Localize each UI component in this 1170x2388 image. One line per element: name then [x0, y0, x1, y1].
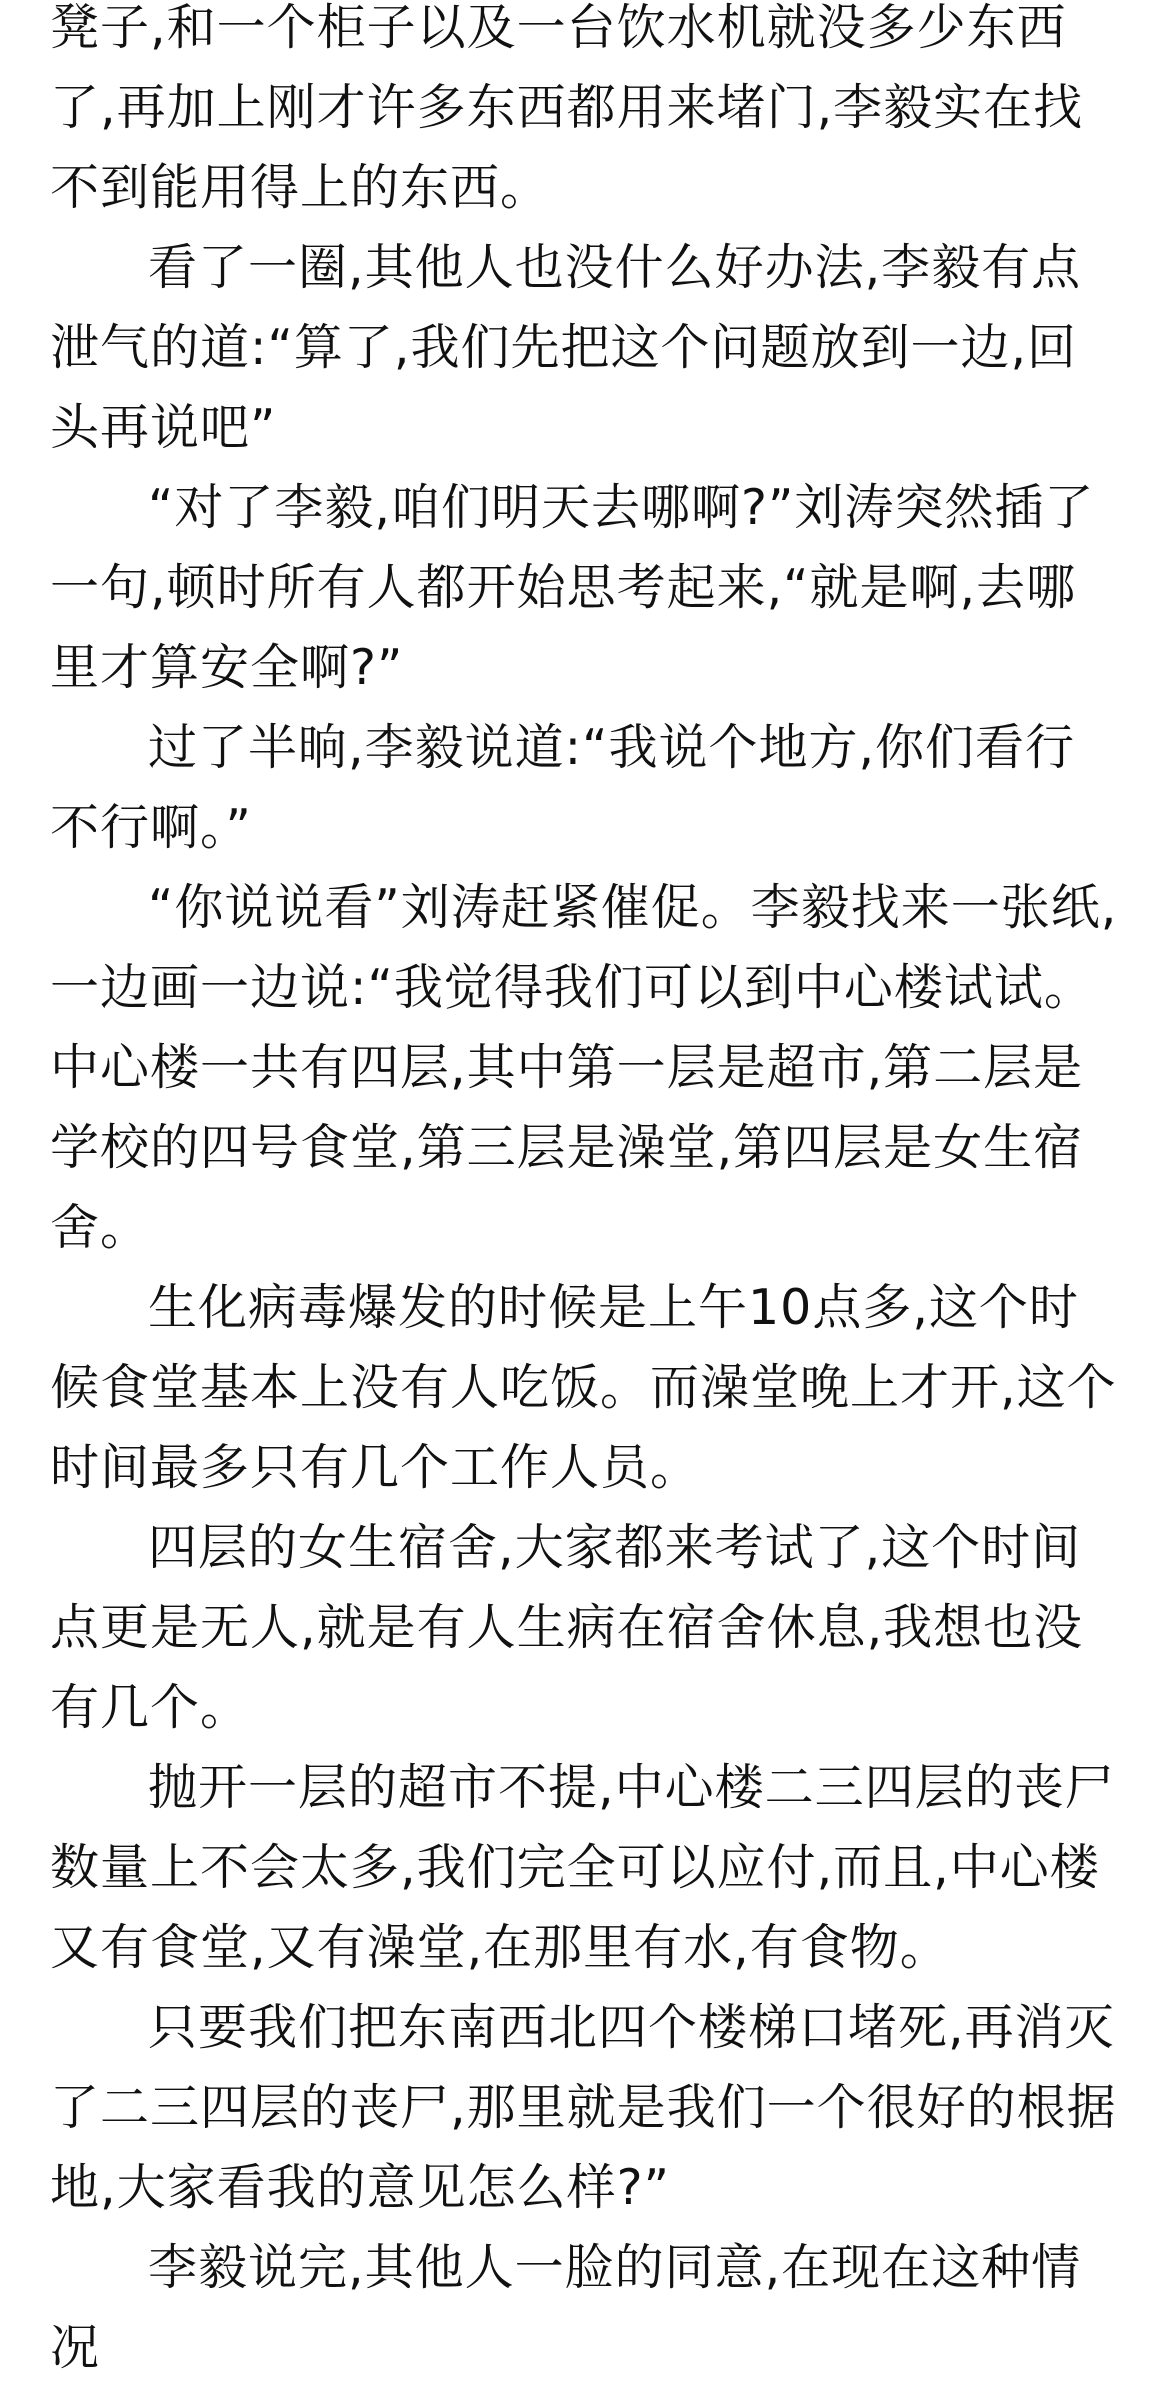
paragraph-10: 李毅说完,其他人一脸的同意,在现在这种情况	[50, 2239, 1082, 2376]
paragraph-7: 四层的女生宿舍,大家都来考试了,这个时间点更是无人,就是有人生病在宿舍休息,我想也没有几个。	[50, 1519, 1084, 1736]
paragraph-3: “对了李毅,咱们明天去哪啊?”刘涛突然插了一句,顿时所有人都开始思考起来,“就是啊,去哪里才算安全啊?”	[50, 479, 1095, 696]
paragraph-4: 过了半晌,李毅说道:“我说个地方,你们看行不行啊。”	[50, 719, 1076, 856]
paragraph-8: 抛开一层的超市不提,中心楼二三四层的丧尸数量上不会太多,我们完全可以应付,而且,中心楼又有食堂,又有澡堂,在那里有水,有食物。	[50, 1759, 1115, 1976]
paragraph-6: 生化病毒爆发的时候是上午10点多,这个时候食堂基本上没有人吃饭。而澡堂晚上才开,这个时间最多只有几个工作人员。	[50, 1279, 1117, 1496]
paragraph-9: 只要我们把东南西北四个楼梯口堵死,再消灭了二三四层的丧尸,那里就是我们一个很好的根据地,大家看我的意见怎么样?”	[50, 1999, 1117, 2216]
paragraph-5: “你说说看”刘涛赶紧催促。李毅找来一张纸,一边画一边说:“我觉得我们可以到中心楼试试。中心楼一共有四层,其中第一层是超市,第二层是学校的四号食堂,第三层是澡堂,第四层是女生宿舍。	[50, 879, 1118, 1256]
paragraph-2: 看了一圈,其他人也没什么好办法,李毅有点泄气的道:“算了,我们先把这个问题放到一边,回头再说吧”	[50, 239, 1082, 456]
paragraph-1: 凳子,和一个柜子以及一台饮水机就没多少东西了,再加上刚才许多东西都用来堵门,李毅实在找不到能用得上的东西。	[50, 0, 1084, 216]
